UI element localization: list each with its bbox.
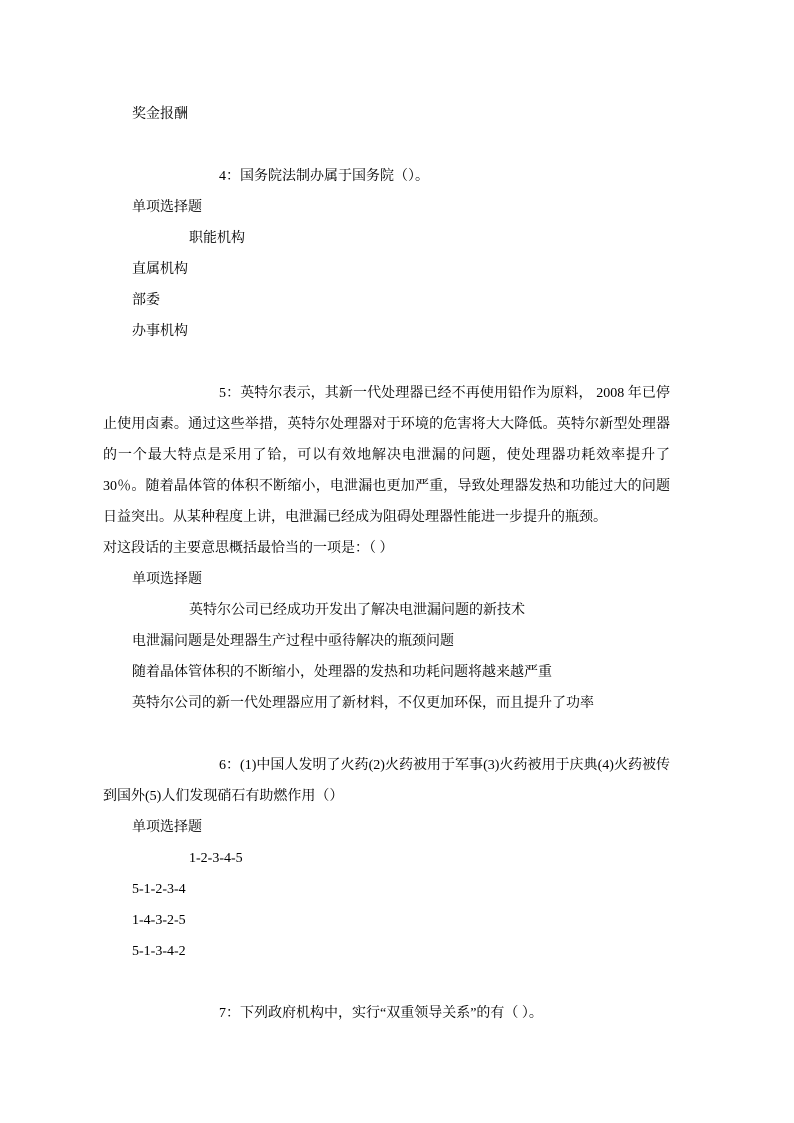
leftover-option-text: 奖金报酬 xyxy=(132,107,188,122)
question-5-option-a: 英特尔公司已经成功开发出了解决电泄漏问题的新技术 xyxy=(189,603,525,618)
question-5-type-label: 单项选择题 xyxy=(132,572,202,587)
question-4-option-d: 办事机构 xyxy=(132,324,188,339)
question-5-option-d: 英特尔公司的新一代处理器应用了新材料，不仅更加环保，而且提升了功率 xyxy=(132,696,594,711)
question-6-option-c: 1-4-3-2-5 xyxy=(132,913,186,928)
question-6-option-a: 1-2-3-4-5 xyxy=(189,851,243,866)
question-5-option-c: 随着晶体管体积的不断缩小，处理器的发热和功耗问题将越来越严重 xyxy=(132,665,552,680)
question-5-stem-note: 对这段话的主要意思概括最恰当的一项是：（ ） xyxy=(103,541,394,556)
question-5-option-b: 电泄漏问题是处理器生产过程中亟待解决的瓶颈问题 xyxy=(132,634,454,649)
question-6-type-label: 单项选择题 xyxy=(132,820,202,835)
question-7-stem: 7：下列政府机构中，实行“双重领导关系”的有（ ）。 xyxy=(219,1006,543,1021)
question-4-stem: 4：国务院法制办属于国务院（）。 xyxy=(219,169,429,184)
question-4-option-a: 职能机构 xyxy=(189,231,245,246)
question-4-option-c: 部委 xyxy=(132,293,160,308)
question-6-stem: 6：(1)中国人发明了火药(2)火药被用于军事(3)火药被用于庆典(4)火药被传到国外(5)人们发现硝石有助燃作用（） xyxy=(103,758,670,804)
question-4-option-b: 直属机构 xyxy=(132,262,188,277)
question-4-type-label: 单项选择题 xyxy=(132,200,202,215)
question-5-stem: 5：英特尔表示，其新一代处理器已经不再使用铅作为原料， 2008 年已停止使用卤素。通过这些举措，英特尔处理器对于环境的危害将大大降低。英特尔新型处理器的一个最大特点是采用了铪，可以有效地解决电泄漏的问题，使处理器功耗效率提升了30％。随着晶体管的体积不断缩小，电泄漏也更加严重，导致处理器发热和功能过大的问题日益突出。从某种程度上讲，电泄漏已经成为阻碍处理器性能进一步提升的瓶颈。 xyxy=(103,386,670,525)
question-6-option-d: 5-1-3-4-2 xyxy=(132,944,186,959)
question-6-option-b: 5-1-2-3-4 xyxy=(132,882,186,897)
